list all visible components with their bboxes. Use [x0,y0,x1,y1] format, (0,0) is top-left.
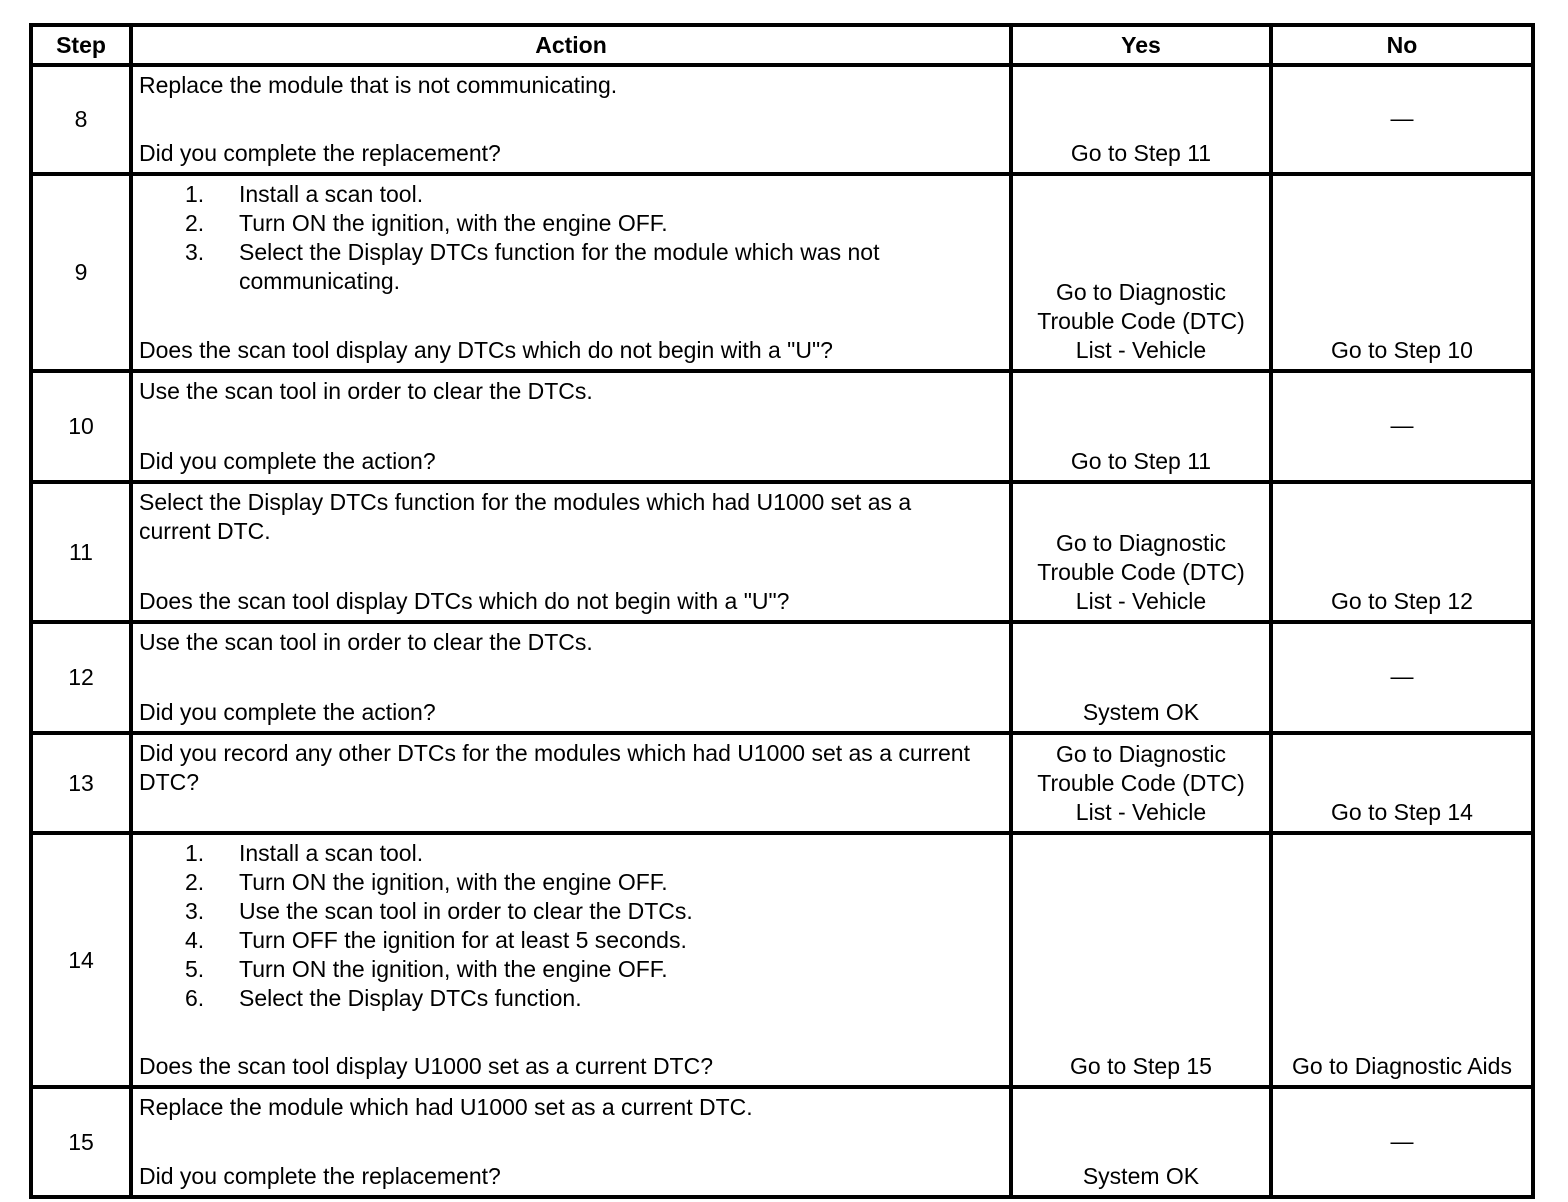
action-cell [131,482,1011,622]
no-cell: — [1271,622,1533,733]
action-steps-list [139,180,1003,296]
list-item: 4. Turn OFF the ignition for at least 5 seconds. [185,927,687,953]
yes-cell: Go to Diagnostic Trouble Code (DTC) List - Vehicle [1011,482,1271,622]
yes-cell: Go to Diagnostic Trouble Code (DTC) List - Vehicle [1011,733,1271,833]
table-row [31,733,1533,833]
list-item: 2. Turn ON the ignition, with the engine OFF. [185,869,668,895]
step-number: 12 [31,622,131,733]
step-number: 13 [31,733,131,833]
table-row [31,622,1533,733]
header-step: Step [31,25,131,65]
no-cell: Go to Step 14 [1271,733,1533,833]
action-cell [131,371,1011,482]
step-number: 9 [31,174,131,371]
action-question: Does the scan tool display any DTCs which do not begin with a "U"? [139,337,833,363]
yes-cell: Go to Step 11 [1011,65,1271,174]
list-item: 1. Install a scan tool. [185,840,424,866]
step-number: 10 [31,371,131,482]
list-item: 3. Use the scan tool in order to clear the DTCs. [185,898,693,924]
header-yes: Yes [1011,25,1271,65]
action-cell [131,833,1011,1087]
no-cell: Go to Diagnostic Aids [1271,833,1533,1087]
action-cell [131,65,1011,174]
action-question: Did you complete the action? [139,448,436,474]
action-question: Does the scan tool display DTCs which do not begin with a "U"? [139,588,790,614]
no-cell: Go to Step 10 [1271,174,1533,371]
diagnostic-table [29,23,1535,1199]
header-no: No [1271,25,1533,65]
header-action: Action [131,25,1011,65]
header-row [31,25,1533,65]
yes-cell: Go to Step 15 [1011,833,1271,1087]
no-cell: — [1271,371,1533,482]
step-number: 15 [31,1087,131,1197]
action-cell [131,174,1011,371]
table-row [31,833,1533,1087]
no-cell: Go to Step 12 [1271,482,1533,622]
table-row [31,1087,1533,1197]
action-question: Did you complete the replacement? [139,1163,501,1189]
table-row [31,482,1533,622]
action-text: Replace the module which had U1000 set as a current DTC. [139,1094,753,1120]
action-steps-list [139,839,1003,1013]
step-number: 8 [31,65,131,174]
table-row [31,65,1533,174]
step-number: 11 [31,482,131,622]
list-item: 5. Turn ON the ignition, with the engine OFF. [185,956,668,982]
yes-cell: System OK [1011,622,1271,733]
action-text: Replace the module that is not communicating. [139,72,618,98]
action-cell [131,733,1011,833]
action-cell [131,622,1011,733]
action-text: Use the scan tool in order to clear the DTCs. [139,629,593,655]
list-item: 6. Select the Display DTCs function. [185,985,582,1011]
no-cell: — [1271,1087,1533,1197]
yes-cell: Go to Step 11 [1011,371,1271,482]
list-item: 3. Select the Display DTCs function for the module which was not communicating. [185,239,880,294]
action-text: Select the Display DTCs function for the modules which had U1000 set as a current DTC. [139,489,912,544]
action-question: Did you complete the replacement? [139,140,501,166]
yes-cell: Go to Diagnostic Trouble Code (DTC) List - Vehicle [1011,174,1271,371]
action-question: Does the scan tool display U1000 set as a current DTC? [139,1053,714,1079]
yes-cell: System OK [1011,1087,1271,1197]
table-row [31,371,1533,482]
list-item: 1. Install a scan tool. [185,181,424,207]
table-row [31,174,1533,371]
action-text: Did you record any other DTCs for the modules which had U1000 set as a current DTC? [139,740,970,795]
action-cell [131,1087,1011,1197]
no-cell: — [1271,65,1533,174]
action-text: Use the scan tool in order to clear the DTCs. [139,378,593,404]
step-number: 14 [31,833,131,1087]
action-question: Did you complete the action? [139,699,436,725]
list-item: 2. Turn ON the ignition, with the engine OFF. [185,210,668,236]
